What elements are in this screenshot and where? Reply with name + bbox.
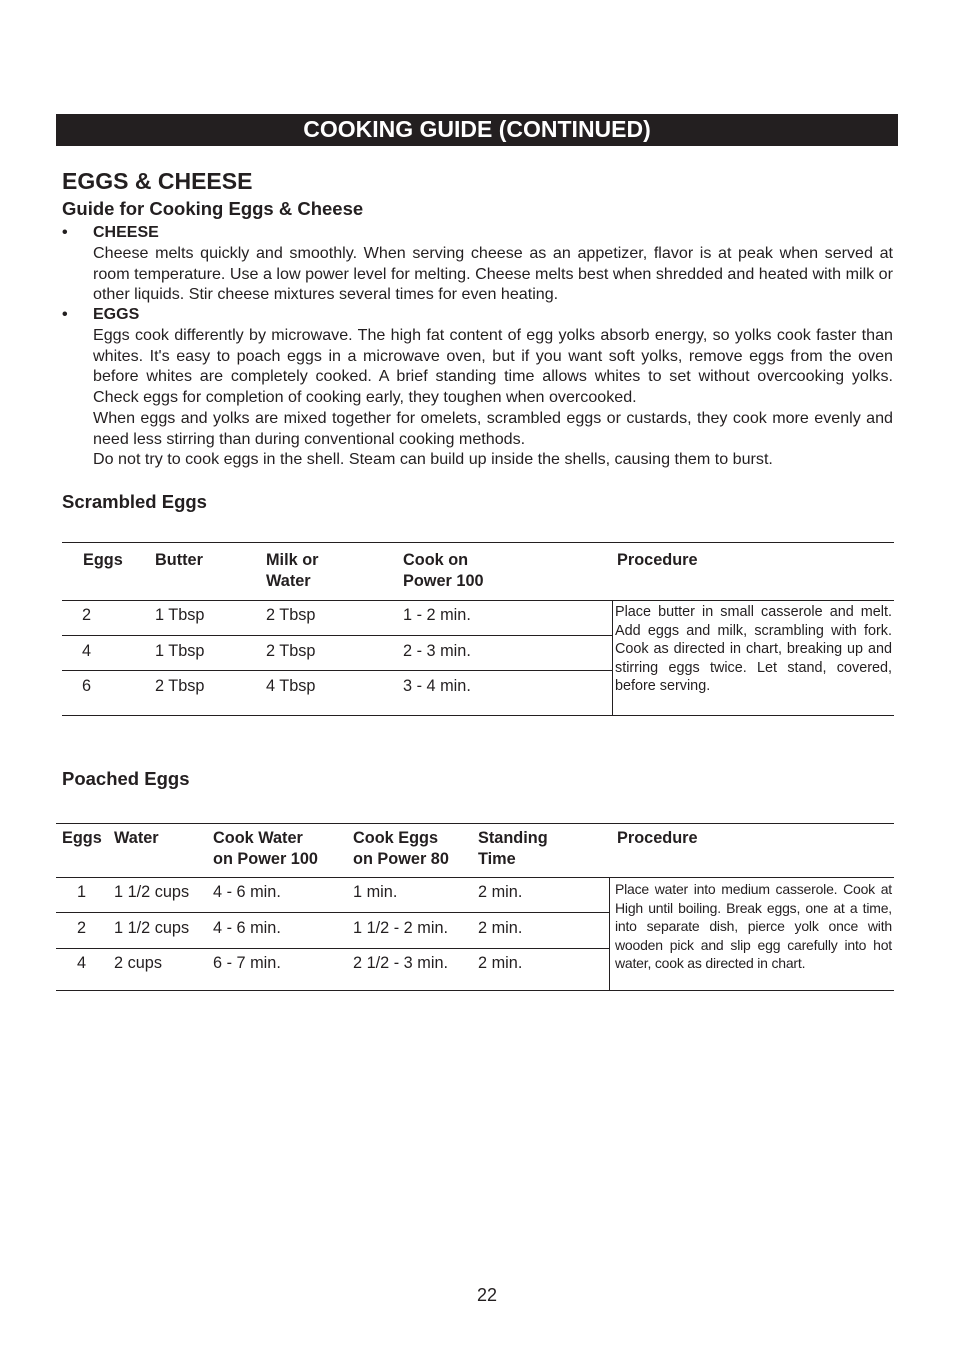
cell-standing: 2 min. (478, 919, 523, 937)
page-number: 22 (476, 1285, 498, 1305)
header-procedure: Procedure (617, 551, 698, 569)
header-procedure: Procedure (617, 829, 698, 847)
page-banner: COOKING GUIDE (CONTINUED) (56, 114, 898, 146)
header-cook-power: Cook on Power 100 (403, 551, 484, 590)
cell-butter: 2 Tbsp (155, 677, 205, 695)
header-water: Water (114, 829, 159, 847)
cell-cook: 1 - 2 min. (403, 606, 471, 624)
eggs-text-3: Do not try to cook eggs in the shell. Steam can build up inside the shells, causing them to burst. (93, 450, 773, 468)
cell-cook-eggs: 1 min. (353, 883, 398, 901)
header-standing: Standing Time (478, 829, 548, 868)
header-cook-eggs: Cook Eggs on Power 80 (353, 829, 449, 868)
table-rule (56, 877, 894, 878)
cell-eggs: 2 (82, 606, 92, 624)
cell-cook-eggs: 1 1/2 - 2 min. (353, 919, 449, 937)
scrambled-title: Scrambled Eggs (62, 491, 207, 512)
table-rule (56, 990, 894, 991)
row-rule (56, 912, 609, 913)
table-rule (62, 600, 894, 601)
poached-procedure: Place water into medium casserole. Cook at High until boiling. Break eggs, one at a time, into separate dish, pierce yolk once with wooden pick and slip egg carefully into hot water, cook as directed in chart. (615, 881, 892, 972)
cell-cook: 3 - 4 min. (403, 677, 471, 695)
cell-cook-water: 4 - 6 min. (213, 919, 281, 937)
eggs-text-1: Eggs cook differently by microwave. The high fat content of egg yolks absorb energy, so yolks cook faster than whites. It's easy to poach eggs in a microwave oven, but if you want soft yolks, remove eggs from the oven before whites are completely cooked. A brief standing time allows whites to set without overcooking yolks. Check eggs for completion of cooking early, they toughen when overcooked. (93, 326, 893, 407)
cell-butter: 1 Tbsp (155, 642, 205, 660)
column-divider (609, 877, 610, 990)
cheese-text: Cheese melts quickly and smoothly. When serving cheese as an appetizer, flavor is at peak when served at room temperature. Use a low power level for melting. Cheese melts best when shredded and heated with milk or other liquids. Stir cheese mixtures several times for even heating. (93, 244, 893, 304)
cell-milk: 4 Tbsp (266, 677, 316, 695)
header-eggs: Eggs (83, 551, 123, 569)
cell-standing: 2 min. (478, 954, 523, 972)
cell-water: 2 cups (114, 954, 162, 972)
cell-cook-eggs: 2 1/2 - 3 min. (353, 954, 449, 972)
cell-milk: 2 Tbsp (266, 642, 316, 660)
row-rule (62, 635, 612, 636)
row-rule (62, 670, 612, 671)
header-butter: Butter (155, 551, 203, 569)
cell-eggs: 2 (77, 919, 87, 937)
scrambled-procedure: Place butter in small casserole and melt. Add eggs and milk, scrambling with fork. Cook as directed in chart, breaking up and stirring eggs twice. Let stand, covered, before serving. (615, 604, 892, 695)
bullet-icon: • (62, 306, 68, 323)
cell-water: 1 1/2 cups (114, 883, 190, 901)
eggs-heading: EGGS (93, 306, 140, 323)
column-divider (612, 600, 613, 716)
cell-milk: 2 Tbsp (266, 606, 316, 624)
table-rule (62, 715, 894, 716)
row-rule (56, 948, 609, 949)
cell-cook-water: 6 - 7 min. (213, 954, 281, 972)
table-rule (62, 542, 894, 543)
cell-eggs: 1 (77, 883, 87, 901)
cell-butter: 1 Tbsp (155, 606, 205, 624)
section-title: EGGS & CHEESE (62, 168, 253, 194)
header-cook-water: Cook Water on Power 100 (213, 829, 318, 868)
cell-eggs: 4 (77, 954, 87, 972)
header-eggs: Eggs (62, 829, 102, 847)
cell-water: 1 1/2 cups (114, 919, 190, 937)
cell-standing: 2 min. (478, 883, 523, 901)
poached-title: Poached Eggs (62, 768, 190, 789)
cell-eggs: 6 (82, 677, 92, 695)
cell-cook: 2 - 3 min. (403, 642, 471, 660)
guide-title: Guide for Cooking Eggs & Cheese (62, 198, 364, 219)
cell-cook-water: 4 - 6 min. (213, 883, 281, 901)
bullet-icon: • (62, 224, 68, 241)
eggs-text-2: When eggs and yolks are mixed together for omelets, scrambled eggs or custards, they cook more evenly and need less stirring than during conventional cooking methods. (93, 409, 893, 448)
table-rule (56, 823, 894, 824)
cell-eggs: 4 (82, 642, 92, 660)
cheese-heading: CHEESE (93, 224, 159, 241)
header-milk-water: Milk or Water (266, 551, 319, 590)
